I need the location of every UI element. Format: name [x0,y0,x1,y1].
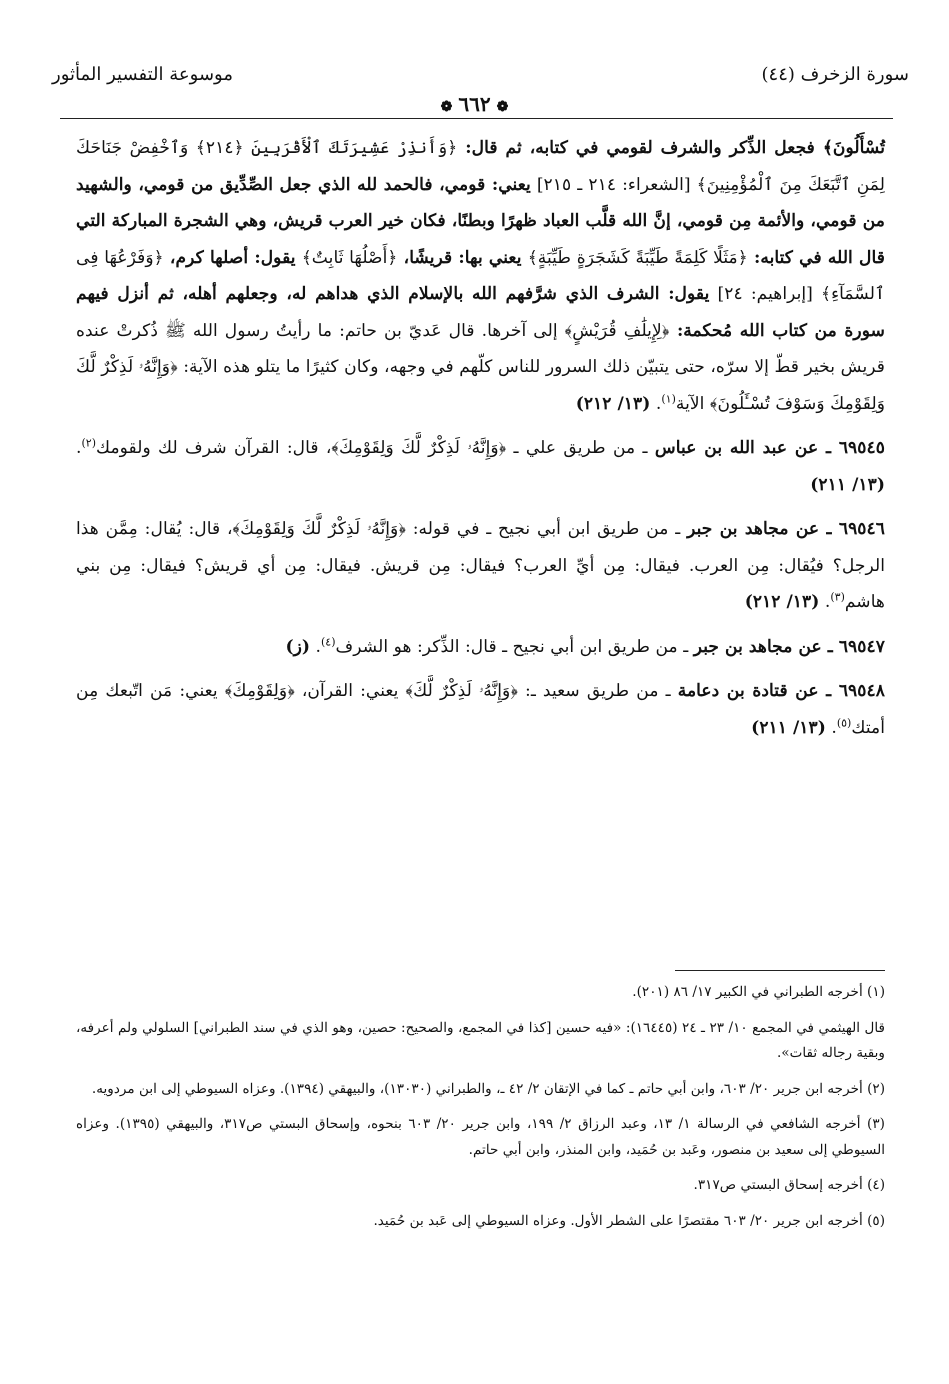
quran-verse: ﴿وَفَرْعُهَا فِى ٱلسَّمَآءِ﴾ [76,247,885,304]
text: . [819,592,831,612]
continued-paragraph [76,130,885,422]
entry-number: ٦٩٥٤٧ [838,636,885,657]
quran-verse: ﴿مَثَلًا كَلِمَةً طَيِّبَةً كَشَجَرَةٍ طَيِّبَةٍ﴾ [527,247,748,268]
hadith-entry [76,511,885,621]
text: إلى آخرها. قال عَديّ بن حاتم: ما رأيتُ رسول الله ﷺ ذُكرتْ عنده قريش بخير قطّ إلا سرّه، حتى يتبيّن ذلك السرور للناس كلّهم في وجهه، وكان كثيرًا ما يتلو هذه الآية: [76,320,885,377]
quran-verse: ﴿وَإِنَّهُۥ لَذِكْرٌ لَّكَ﴾ [405,681,518,701]
text: يقول: أصلها كرم، [163,247,302,268]
footnote: (٥) أخرجه ابن جرير ٢٠/ ٦٠٣ مقتصرًا على الشطر الأول. وعزاه السيوطي إلى عَبد بن حُمَيد. [373,1212,885,1229]
volume-reference: (١٣/ ٢١١) [751,717,826,738]
verse-reference: [الشعراء: ٢١٤ ـ ٢١٥] [530,174,697,195]
hadith-entry [76,629,885,666]
footnote-marker: (٥) [836,715,852,729]
text: ، قال: يُقال: مِمَّن هذا الرجل؟ فيُقال: مِن العرب. فيقال: مِن أيِّ العرب؟ فيقال: مِن قريش. فيقال: مِن أي قريش؟ فيقال: مِن بني هاشم [76,519,885,612]
ornament-icon: ❁ [440,99,453,115]
footnote: (٣) أخرجه الشافعي في الرسالة ١/ ١٣، وعبد الرزاق ٢/ ١٩٩، وابن جرير ٢٠/ ٦٠٣ بنحوه، وإسحاق البستي ص٣١٧، والبيهقي (١٣٩٥). وعزاه السيوطي إلى سعيد بن منصور، وعَبد بن حُمَيد، وابن المنذر، وابن أبي حاتم. [76,1116,885,1158]
text: . [650,393,662,414]
text: تُسْأَلُونَ﴾ فجعل الذِّكر والشرف لقومي في كتابه، ثم قال: [457,138,886,158]
text: ـ من طريق علي ـ [506,438,655,458]
text: يعني: قومي، فالحمد لله الذي جعل الصِّدِّيق من قومي، والشهيد من قومي، والأئمة مِن قومي، إنَّ الله قلَّب العباد ظهرًا وبطنًا، فكان خير العرب قريش، وهي الشجرة المباركة التي قال الله في كتابه: [76,174,885,268]
text: يعني بها: قريشًا، [397,247,528,268]
text: . [825,717,837,738]
entry-number: ٦٩٥٤٨ [838,681,885,701]
footnote: (٤) أخرجه إسحاق البستي ص٣١٧. [693,1177,885,1193]
header-book-title: موسوعة التفسير المأثور [52,64,233,85]
header-surah: سورة الزخرف (٤٤) [761,64,909,85]
volume-reference: (١٣/ ٢١١) [810,474,885,495]
main-text [76,130,885,746]
quran-verse: ﴿وَأَنذِرْ عَشِيرَتَكَ ٱلْأَقْرَبِينَ ﴿٢١٤﴾ وَٱخْفِضْ جَنَاحَكَ لِمَنِ ٱتَّبَعَكَ مِنَ ٱلْمُؤْمِنِينَ﴾ [76,138,885,195]
entry-number: ٦٩٥٤٥ [838,438,885,458]
footnote: قال الهيثمي في المجمع ١٠/ ٢٣ ـ ٢٤ (١٦٤٤٥): «فيه حسين [كذا في المجمع، والصحيح: حصين، وهو الذي في سند الطبراني] السلولي ولم أعرفه، وبقية رجاله ثقات». [76,1019,886,1061]
footnote-divider [675,970,885,971]
text: ـ من طريق سعيد ـ: [517,681,678,701]
text: يعني: القرآن، ﴿وَلِقَوْمِكَ﴾ يعني: مَن اتّبعك مِن أمتك [76,681,885,738]
quran-verse: ﴿لِإِيلَٰفِ قُرَيْشٍ﴾ [564,320,670,341]
footnote: (١) أخرجه الطبراني في الكبير ١٧/ ٨٦ (٢٠١). [632,984,885,1000]
entry-author: ـ عن قتادة بن دعامة [677,681,839,701]
hadith-entry [76,673,885,746]
ornament-icon: ❁ [496,99,509,115]
hadith-entry [76,430,885,503]
text: يقول: الشرف الذي شرَّفهم الله بالإسلام الذي هداهم له، وجعلهم أهله، ثم أنزل فيهم سورة من كتاب الله مُحكمة: [76,284,885,341]
text: . [76,438,82,458]
quran-verse: ﴿وَإِنَّهُۥ لَذِكْرٌ لَّكَ وَلِقَوْمِكَ﴾ [331,438,507,458]
entry-author: ـ عن عبد الله بن عباس [654,438,839,458]
footnote-marker: (٢) [81,436,96,450]
volume-reference: (١٣/ ٢١٢) [744,592,820,612]
footnote-marker: (٣) [830,590,845,604]
entry-number: ٦٩٥٤٦ [838,519,886,539]
entry-author: ـ عن مجاهد بن جبر [693,636,839,657]
text: ، قال: القرآن شرف لك ولقومك [95,438,332,458]
footnotes [76,980,885,1244]
text: . [310,636,321,657]
quran-verse: ﴿وَإِنَّهُۥ لَذِكْرٌ لَّكَ وَلِقَوْمِكَ وَسَوْفَ تُسْـَٔلُونَ﴾ [76,357,885,414]
page-number: ٦٦٢ [458,92,491,116]
header-divider [60,118,893,119]
text: الآية [675,393,710,414]
volume-reference: (ز) [285,636,311,657]
quran-verse: ﴿وَإِنَّهُۥ لَذِكْرٌ لَّكَ وَلِقَوْمِكَ﴾ [232,519,406,539]
footnote-marker: (١) [661,391,676,405]
text: ـ من طريق ابن أبي نجيح ـ في قوله: [405,519,688,539]
footnote: (٢) أخرجه ابن جرير ٢٠/ ٦٠٣، وابن أبي حاتم ـ كما في الإتقان ٢/ ٤٢ ـ، والطبراني (١٣٠٣٠)، والبيهقي (١٣٩٤). وعزاه السيوطي إلى ابن مردويه. [91,1080,885,1097]
page-number-line [0,92,949,116]
volume-reference: (١٣/ ٢١٢) [575,393,651,414]
footnote-marker: (٤) [320,634,336,648]
entry-author: ـ عن مجاهد بن جبر [687,519,839,539]
verse-reference: [إبراهيم: ٢٤] [709,284,822,304]
quran-verse: ﴿أَصْلُهَا ثَابِتٌ﴾ [301,247,398,268]
text: ـ من طريق ابن أبي نجيح ـ قال: الذِّكر: هو الشرف [335,636,694,657]
